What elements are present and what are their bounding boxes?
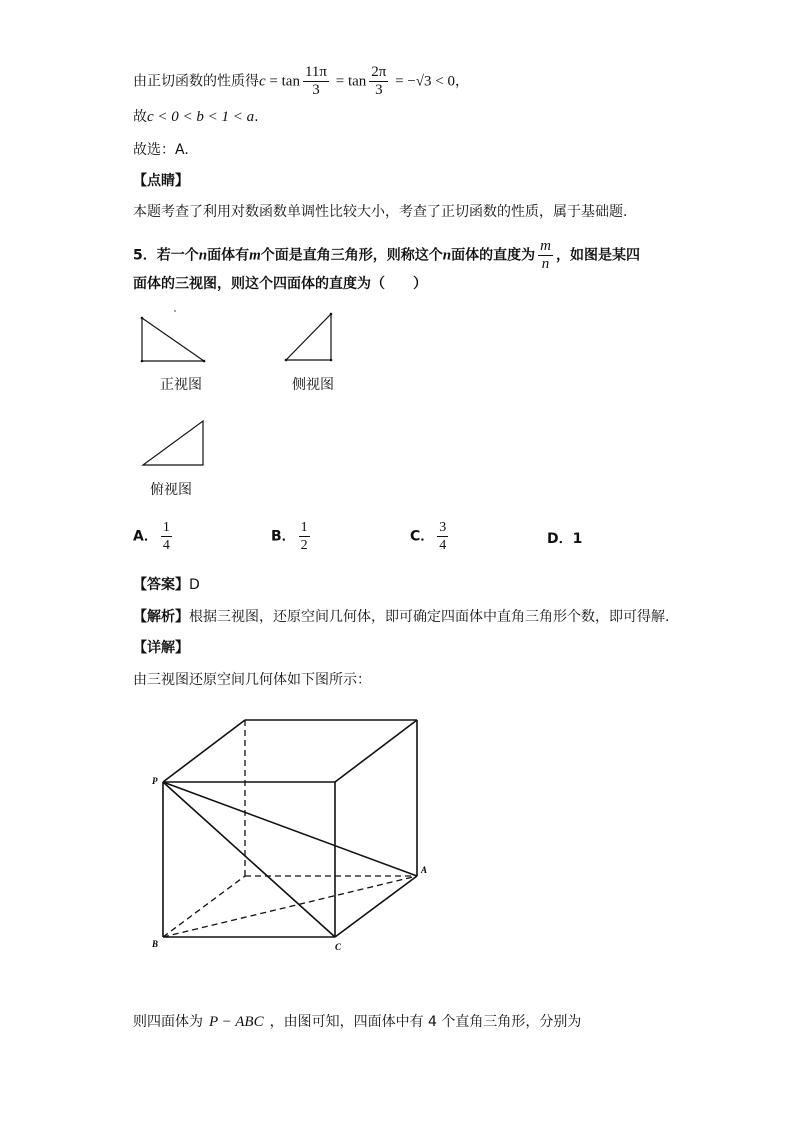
math-var-c: c: [259, 73, 266, 90]
cube-figure: [145, 710, 445, 960]
math-inequality: c < 0 < b < 1 < a: [147, 109, 255, 125]
analysis-label: 【解析】: [133, 609, 189, 625]
math-tan: = tan: [265, 73, 300, 90]
analysis-line: [133, 606, 669, 628]
punct-comma: ，: [455, 73, 469, 90]
answer-value: D: [189, 577, 200, 593]
q-text: 面体有: [207, 247, 250, 264]
math-tetrahedron: P − ABC: [209, 1014, 264, 1030]
option-fraction: $\frac{3}{4}$: [439, 520, 447, 553]
fraction-2pi-3: $\frac{2\pi}{3}$: [371, 64, 387, 98]
conclusion-line: [133, 1011, 581, 1033]
question-5-line-1: [133, 238, 640, 273]
detail-label: 【详解】: [133, 640, 189, 656]
option-fraction: $\frac{1}{2}$: [300, 520, 308, 553]
math-var-n: n: [442, 247, 452, 264]
line-text: 则四面体为: [133, 1014, 203, 1030]
top-view-caption: 俯视图: [150, 482, 192, 498]
front-view-caption: 正视图: [160, 377, 202, 393]
line-text: 故: [133, 109, 147, 125]
q-text: 面体的直度为: [451, 247, 536, 264]
solution-line-order: [133, 106, 259, 128]
question-5-line-2: 面体的三视图，则这个四面体的直度为（ ）: [133, 276, 427, 292]
summary-text: 本题考查了利用对数函数单调性比较大小，考查了正切函数的性质，属于基础题.: [133, 204, 628, 220]
solution-choice: 故选：A.: [133, 142, 189, 158]
math-var-n: n: [198, 247, 208, 264]
option-label: A．: [133, 528, 158, 545]
option-label: C．: [410, 528, 435, 545]
solution-line-tan: [133, 64, 469, 99]
option-label: D．: [547, 531, 573, 547]
option-a[interactable]: [133, 519, 175, 554]
answer-label: 【答案】: [133, 577, 189, 593]
q-text: 个面是直角三角形，则称这个: [260, 247, 443, 264]
option-value: 1: [572, 531, 583, 547]
math-tan-2: = tan: [332, 73, 367, 90]
q-text: ，如图是某四: [555, 247, 640, 264]
line-text: 由正切函数的性质得: [133, 73, 259, 90]
option-b[interactable]: [271, 519, 313, 554]
q-text: 5．若一个: [133, 247, 199, 264]
section-label-dianjing: 【点睛】: [133, 173, 189, 189]
punct-dot: .: [254, 109, 259, 125]
vertex-label-c: C: [335, 942, 342, 952]
top-view-figure: [135, 412, 215, 472]
math-neg-sqrt3: = −√3 < 0: [391, 73, 455, 90]
vertex-label-b: B: [152, 939, 159, 949]
fraction-m-n: $\frac{m}{n}$: [540, 238, 551, 272]
vertex-label-a: A: [421, 865, 428, 875]
option-d[interactable]: [547, 528, 582, 548]
option-label: B．: [271, 528, 296, 545]
line-text: ，由图可知，四面体中有 4 个直角三角形，分别为: [269, 1014, 582, 1030]
analysis-text: 根据三视图，还原空间几何体，即可确定四面体中直角三角形个数，即可得解.: [189, 609, 670, 625]
answer-line: [133, 574, 200, 596]
side-view-figure: [280, 308, 340, 368]
restore-text: 由三视图还原空间几何体如下图所示：: [133, 672, 371, 688]
option-fraction: $\frac{1}{4}$: [162, 520, 170, 553]
option-c[interactable]: [410, 519, 451, 554]
vertex-label-p: P: [152, 776, 158, 786]
math-var-m: m: [249, 247, 261, 264]
fraction-11pi-3: $\frac{11\pi}{3}$: [304, 64, 327, 98]
front-view-figure: [133, 308, 213, 368]
side-view-caption: 侧视图: [292, 377, 334, 393]
